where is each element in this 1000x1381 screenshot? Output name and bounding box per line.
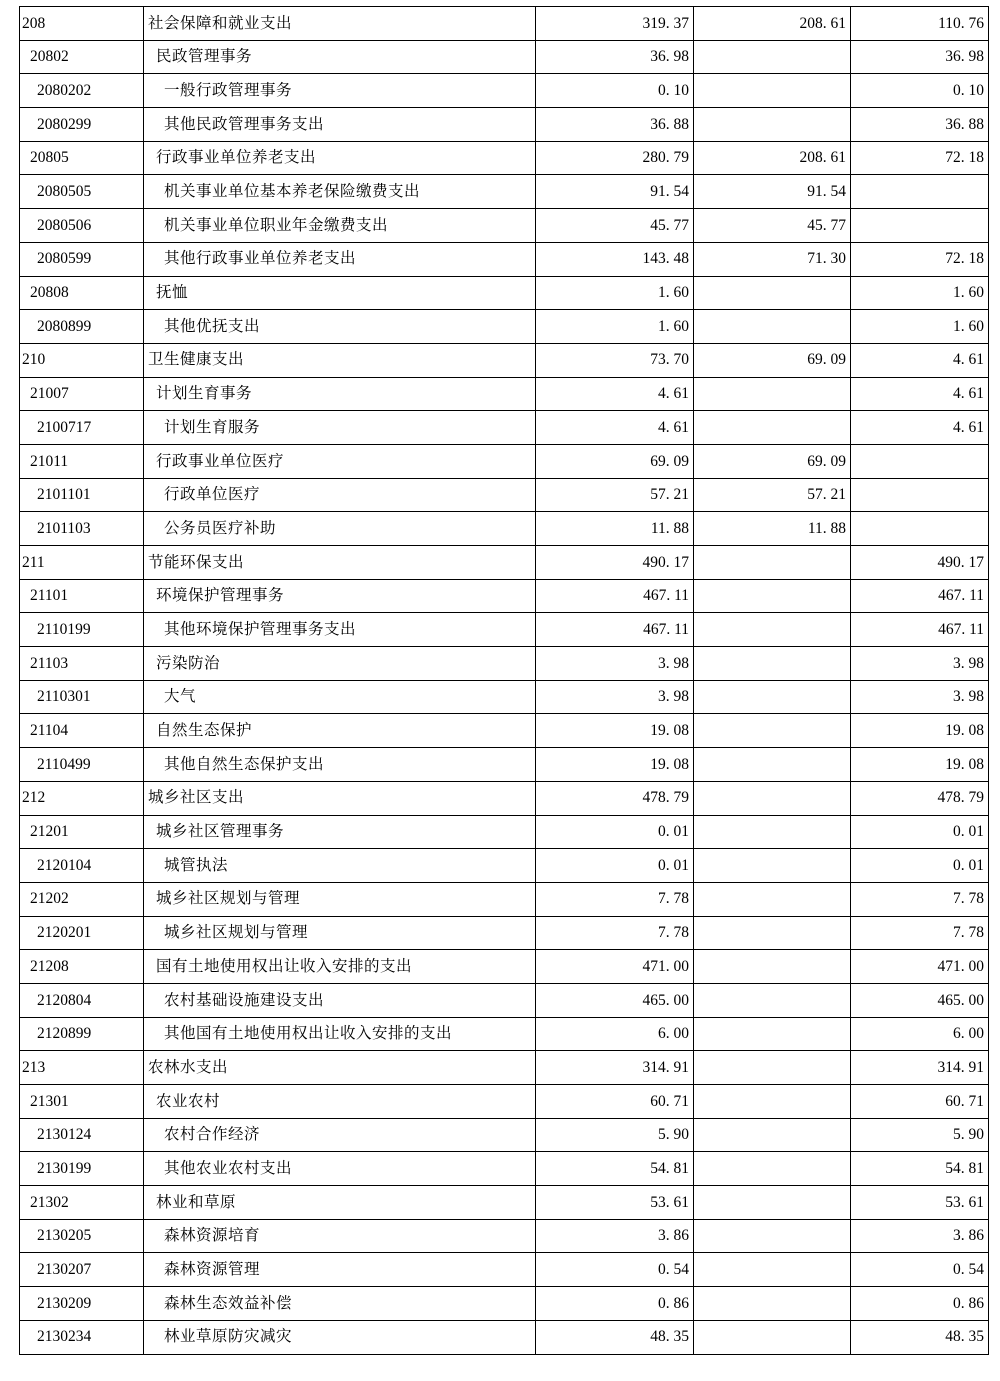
name-cell: 抚恤 xyxy=(144,276,536,310)
table-row xyxy=(20,849,989,883)
amount-cell-3: 110. 76 xyxy=(851,7,989,41)
code-cell: 2110199 xyxy=(20,613,144,647)
code-cell: 213 xyxy=(20,1051,144,1085)
code-cell: 21103 xyxy=(20,647,144,681)
code-cell: 21302 xyxy=(20,1186,144,1220)
table-row xyxy=(20,411,989,445)
code-cell: 208 xyxy=(20,7,144,41)
code-cell: 2130205 xyxy=(20,1219,144,1253)
amount-cell-2 xyxy=(694,40,851,74)
amount-cell-1: 319. 37 xyxy=(536,7,694,41)
amount-cell-2 xyxy=(694,882,851,916)
amount-cell-3: 48. 35 xyxy=(851,1320,989,1354)
amount-cell-2: 11. 88 xyxy=(694,512,851,546)
code-cell: 2080505 xyxy=(20,175,144,209)
amount-cell-1: 467. 11 xyxy=(536,613,694,647)
amount-cell-3: 5. 90 xyxy=(851,1118,989,1152)
name-cell: 国有土地使用权出让收入安排的支出 xyxy=(144,950,536,984)
code-cell: 2120201 xyxy=(20,916,144,950)
amount-cell-2 xyxy=(694,613,851,647)
code-cell: 21104 xyxy=(20,714,144,748)
amount-cell-2 xyxy=(694,411,851,445)
table-row xyxy=(20,1152,989,1186)
table-row xyxy=(20,512,989,546)
code-cell: 210 xyxy=(20,343,144,377)
amount-cell-3: 465. 00 xyxy=(851,983,989,1017)
amount-cell-1: 0. 10 xyxy=(536,74,694,108)
table-row xyxy=(20,983,989,1017)
amount-cell-1: 478. 79 xyxy=(536,781,694,815)
code-cell: 21011 xyxy=(20,444,144,478)
amount-cell-1: 0. 01 xyxy=(536,849,694,883)
amount-cell-3: 6. 00 xyxy=(851,1017,989,1051)
table-row xyxy=(20,815,989,849)
code-cell: 2110499 xyxy=(20,748,144,782)
amount-cell-1: 4. 61 xyxy=(536,411,694,445)
amount-cell-3: 471. 00 xyxy=(851,950,989,984)
name-cell: 民政管理事务 xyxy=(144,40,536,74)
code-cell: 21301 xyxy=(20,1085,144,1119)
table-row xyxy=(20,175,989,209)
name-cell: 林业草原防灾减灾 xyxy=(144,1320,536,1354)
amount-cell-3: 19. 08 xyxy=(851,714,989,748)
code-cell: 21201 xyxy=(20,815,144,849)
amount-cell-3: 19. 08 xyxy=(851,748,989,782)
name-cell: 城乡社区支出 xyxy=(144,781,536,815)
name-cell: 机关事业单位职业年金缴费支出 xyxy=(144,209,536,243)
table-row xyxy=(20,1253,989,1287)
amount-cell-1: 0. 01 xyxy=(536,815,694,849)
table-row xyxy=(20,781,989,815)
amount-cell-3: 467. 11 xyxy=(851,579,989,613)
table-row xyxy=(20,882,989,916)
name-cell: 卫生健康支出 xyxy=(144,343,536,377)
amount-cell-3: 0. 86 xyxy=(851,1287,989,1321)
amount-cell-1: 3. 98 xyxy=(536,680,694,714)
amount-cell-3: 60. 71 xyxy=(851,1085,989,1119)
amount-cell-3: 490. 17 xyxy=(851,546,989,580)
amount-cell-3: 3. 86 xyxy=(851,1219,989,1253)
code-cell: 2130207 xyxy=(20,1253,144,1287)
amount-cell-3 xyxy=(851,444,989,478)
code-cell: 2120899 xyxy=(20,1017,144,1051)
code-cell: 21101 xyxy=(20,579,144,613)
table-row xyxy=(20,1051,989,1085)
name-cell: 行政事业单位医疗 xyxy=(144,444,536,478)
amount-cell-3 xyxy=(851,209,989,243)
amount-cell-1: 5. 90 xyxy=(536,1118,694,1152)
table-row xyxy=(20,310,989,344)
budget-table-body xyxy=(20,7,989,1355)
name-cell: 其他行政事业单位养老支出 xyxy=(144,242,536,276)
table-row xyxy=(20,1085,989,1119)
table-row xyxy=(20,108,989,142)
name-cell: 其他农业农村支出 xyxy=(144,1152,536,1186)
amount-cell-1: 11. 88 xyxy=(536,512,694,546)
table-row xyxy=(20,748,989,782)
amount-cell-3: 4. 61 xyxy=(851,411,989,445)
amount-cell-2 xyxy=(694,983,851,1017)
amount-cell-1: 45. 77 xyxy=(536,209,694,243)
amount-cell-1: 36. 98 xyxy=(536,40,694,74)
amount-cell-1: 36. 88 xyxy=(536,108,694,142)
table-row xyxy=(20,276,989,310)
code-cell: 20802 xyxy=(20,40,144,74)
name-cell: 环境保护管理事务 xyxy=(144,579,536,613)
table-row xyxy=(20,444,989,478)
amount-cell-1: 314. 91 xyxy=(536,1051,694,1085)
amount-cell-2 xyxy=(694,815,851,849)
amount-cell-3: 72. 18 xyxy=(851,141,989,175)
name-cell: 其他优抚支出 xyxy=(144,310,536,344)
code-cell: 21007 xyxy=(20,377,144,411)
amount-cell-1: 1. 60 xyxy=(536,310,694,344)
name-cell: 城乡社区管理事务 xyxy=(144,815,536,849)
name-cell: 一般行政管理事务 xyxy=(144,74,536,108)
amount-cell-1: 91. 54 xyxy=(536,175,694,209)
amount-cell-2: 69. 09 xyxy=(694,343,851,377)
amount-cell-1: 54. 81 xyxy=(536,1152,694,1186)
amount-cell-3: 36. 88 xyxy=(851,108,989,142)
name-cell: 行政事业单位养老支出 xyxy=(144,141,536,175)
amount-cell-2 xyxy=(694,108,851,142)
amount-cell-1: 7. 78 xyxy=(536,916,694,950)
table-row xyxy=(20,1017,989,1051)
amount-cell-2 xyxy=(694,1051,851,1085)
name-cell: 农林水支出 xyxy=(144,1051,536,1085)
amount-cell-1: 73. 70 xyxy=(536,343,694,377)
amount-cell-2: 57. 21 xyxy=(694,478,851,512)
table-row xyxy=(20,714,989,748)
code-cell: 2130124 xyxy=(20,1118,144,1152)
code-cell: 2080899 xyxy=(20,310,144,344)
amount-cell-1: 280. 79 xyxy=(536,141,694,175)
name-cell: 农村基础设施建设支出 xyxy=(144,983,536,1017)
amount-cell-1: 19. 08 xyxy=(536,714,694,748)
amount-cell-1: 467. 11 xyxy=(536,579,694,613)
amount-cell-2 xyxy=(694,377,851,411)
code-cell: 21202 xyxy=(20,882,144,916)
amount-cell-2: 71. 30 xyxy=(694,242,851,276)
amount-cell-1: 0. 54 xyxy=(536,1253,694,1287)
amount-cell-3: 478. 79 xyxy=(851,781,989,815)
table-row xyxy=(20,680,989,714)
table-row xyxy=(20,916,989,950)
amount-cell-3: 3. 98 xyxy=(851,647,989,681)
amount-cell-3: 0. 10 xyxy=(851,74,989,108)
name-cell: 自然生态保护 xyxy=(144,714,536,748)
table-row xyxy=(20,40,989,74)
table-row xyxy=(20,1320,989,1354)
amount-cell-1: 465. 00 xyxy=(536,983,694,1017)
name-cell: 城管执法 xyxy=(144,849,536,883)
name-cell: 农村合作经济 xyxy=(144,1118,536,1152)
amount-cell-1: 3. 98 xyxy=(536,647,694,681)
amount-cell-3: 4. 61 xyxy=(851,377,989,411)
name-cell: 森林资源培育 xyxy=(144,1219,536,1253)
name-cell: 行政单位医疗 xyxy=(144,478,536,512)
name-cell: 计划生育服务 xyxy=(144,411,536,445)
amount-cell-1: 48. 35 xyxy=(536,1320,694,1354)
amount-cell-2 xyxy=(694,1219,851,1253)
amount-cell-1: 4. 61 xyxy=(536,377,694,411)
name-cell: 森林生态效益补偿 xyxy=(144,1287,536,1321)
amount-cell-2: 45. 77 xyxy=(694,209,851,243)
amount-cell-2 xyxy=(694,748,851,782)
name-cell: 大气 xyxy=(144,680,536,714)
amount-cell-2 xyxy=(694,1320,851,1354)
amount-cell-3: 4. 61 xyxy=(851,343,989,377)
code-cell: 212 xyxy=(20,781,144,815)
amount-cell-3: 0. 01 xyxy=(851,815,989,849)
code-cell: 21208 xyxy=(20,950,144,984)
table-row xyxy=(20,141,989,175)
amount-cell-2 xyxy=(694,950,851,984)
code-cell: 2130209 xyxy=(20,1287,144,1321)
name-cell: 森林资源管理 xyxy=(144,1253,536,1287)
table-row xyxy=(20,242,989,276)
amount-cell-1: 60. 71 xyxy=(536,1085,694,1119)
amount-cell-2 xyxy=(694,714,851,748)
amount-cell-2 xyxy=(694,276,851,310)
table-row xyxy=(20,74,989,108)
name-cell: 林业和草原 xyxy=(144,1186,536,1220)
table-row xyxy=(20,950,989,984)
name-cell: 其他环境保护管理事务支出 xyxy=(144,613,536,647)
amount-cell-2 xyxy=(694,1152,851,1186)
name-cell: 城乡社区规划与管理 xyxy=(144,916,536,950)
amount-cell-1: 3. 86 xyxy=(536,1219,694,1253)
name-cell: 污染防治 xyxy=(144,647,536,681)
amount-cell-3: 0. 01 xyxy=(851,849,989,883)
name-cell: 公务员医疗补助 xyxy=(144,512,536,546)
amount-cell-3 xyxy=(851,175,989,209)
amount-cell-1: 0. 86 xyxy=(536,1287,694,1321)
code-cell: 2130234 xyxy=(20,1320,144,1354)
code-cell: 20808 xyxy=(20,276,144,310)
code-cell: 2080506 xyxy=(20,209,144,243)
name-cell: 其他国有土地使用权出让收入安排的支出 xyxy=(144,1017,536,1051)
amount-cell-2 xyxy=(694,74,851,108)
amount-cell-2 xyxy=(694,849,851,883)
table-row xyxy=(20,377,989,411)
code-cell: 2101101 xyxy=(20,478,144,512)
amount-cell-3: 36. 98 xyxy=(851,40,989,74)
amount-cell-2 xyxy=(694,579,851,613)
code-cell: 2101103 xyxy=(20,512,144,546)
amount-cell-3 xyxy=(851,478,989,512)
amount-cell-1: 19. 08 xyxy=(536,748,694,782)
table-row xyxy=(20,579,989,613)
amount-cell-2: 208. 61 xyxy=(694,141,851,175)
name-cell: 农业农村 xyxy=(144,1085,536,1119)
amount-cell-1: 490. 17 xyxy=(536,546,694,580)
amount-cell-1: 7. 78 xyxy=(536,882,694,916)
amount-cell-1: 143. 48 xyxy=(536,242,694,276)
amount-cell-3: 54. 81 xyxy=(851,1152,989,1186)
amount-cell-1: 53. 61 xyxy=(536,1186,694,1220)
amount-cell-2: 208. 61 xyxy=(694,7,851,41)
code-cell: 2120104 xyxy=(20,849,144,883)
table-row xyxy=(20,546,989,580)
amount-cell-2 xyxy=(694,916,851,950)
amount-cell-3: 0. 54 xyxy=(851,1253,989,1287)
amount-cell-2: 69. 09 xyxy=(694,444,851,478)
code-cell: 2080202 xyxy=(20,74,144,108)
amount-cell-2 xyxy=(694,1085,851,1119)
table-row xyxy=(20,1118,989,1152)
table-row xyxy=(20,647,989,681)
amount-cell-3: 7. 78 xyxy=(851,882,989,916)
amount-cell-2 xyxy=(694,310,851,344)
amount-cell-3: 1. 60 xyxy=(851,310,989,344)
code-cell: 2130199 xyxy=(20,1152,144,1186)
amount-cell-2 xyxy=(694,1186,851,1220)
amount-cell-2 xyxy=(694,1118,851,1152)
amount-cell-2 xyxy=(694,1287,851,1321)
table-row xyxy=(20,1186,989,1220)
name-cell: 机关事业单位基本养老保险缴费支出 xyxy=(144,175,536,209)
table-row xyxy=(20,343,989,377)
amount-cell-3: 314. 91 xyxy=(851,1051,989,1085)
amount-cell-3: 1. 60 xyxy=(851,276,989,310)
code-cell: 2080599 xyxy=(20,242,144,276)
amount-cell-3: 53. 61 xyxy=(851,1186,989,1220)
amount-cell-1: 6. 00 xyxy=(536,1017,694,1051)
amount-cell-2: 91. 54 xyxy=(694,175,851,209)
name-cell: 计划生育事务 xyxy=(144,377,536,411)
amount-cell-3: 467. 11 xyxy=(851,613,989,647)
code-cell: 20805 xyxy=(20,141,144,175)
amount-cell-2 xyxy=(694,546,851,580)
code-cell: 211 xyxy=(20,546,144,580)
amount-cell-1: 69. 09 xyxy=(536,444,694,478)
amount-cell-2 xyxy=(694,1253,851,1287)
name-cell: 节能环保支出 xyxy=(144,546,536,580)
amount-cell-2 xyxy=(694,647,851,681)
amount-cell-1: 471. 00 xyxy=(536,950,694,984)
table-row xyxy=(20,613,989,647)
table-row xyxy=(20,1287,989,1321)
amount-cell-3: 72. 18 xyxy=(851,242,989,276)
amount-cell-2 xyxy=(694,781,851,815)
amount-cell-1: 57. 21 xyxy=(536,478,694,512)
code-cell: 2120804 xyxy=(20,983,144,1017)
budget-table xyxy=(19,6,989,1355)
table-row xyxy=(20,478,989,512)
code-cell: 2110301 xyxy=(20,680,144,714)
amount-cell-3: 7. 78 xyxy=(851,916,989,950)
name-cell: 其他自然生态保护支出 xyxy=(144,748,536,782)
code-cell: 2100717 xyxy=(20,411,144,445)
name-cell: 其他民政管理事务支出 xyxy=(144,108,536,142)
name-cell: 社会保障和就业支出 xyxy=(144,7,536,41)
table-row xyxy=(20,209,989,243)
amount-cell-1: 1. 60 xyxy=(536,276,694,310)
code-cell: 2080299 xyxy=(20,108,144,142)
table-row xyxy=(20,1219,989,1253)
amount-cell-2 xyxy=(694,680,851,714)
amount-cell-3 xyxy=(851,512,989,546)
table-row xyxy=(20,7,989,41)
amount-cell-2 xyxy=(694,1017,851,1051)
amount-cell-3: 3. 98 xyxy=(851,680,989,714)
name-cell: 城乡社区规划与管理 xyxy=(144,882,536,916)
